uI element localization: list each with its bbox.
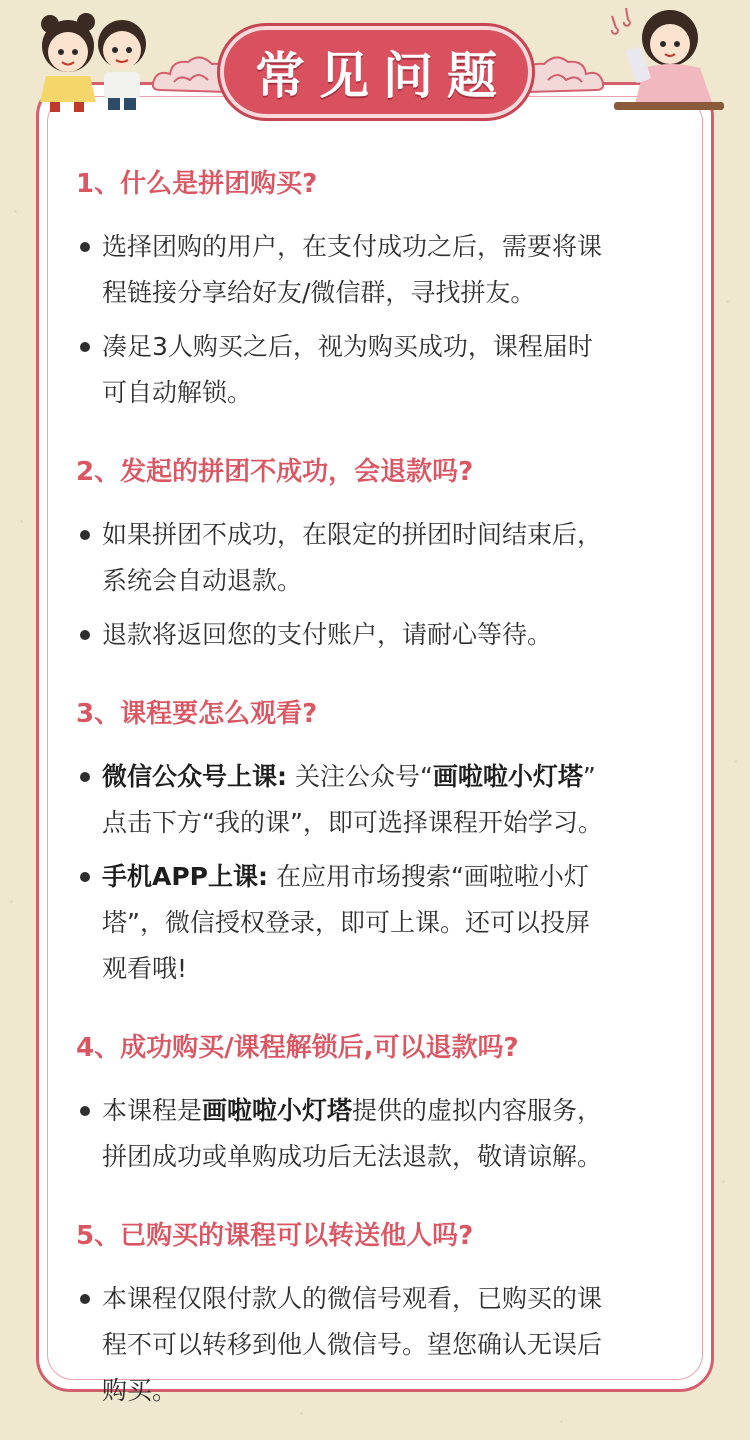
answer-line: 退款将返回您的支付账户，请耐心等待。 (102, 620, 553, 649)
answer-line: 点击下方“我的课”，即可选择课程开始学习。 (102, 808, 603, 837)
answer-bold-label: 画啦啦小灯塔 (202, 1096, 353, 1125)
answer-line: 本课程是 (102, 1096, 203, 1125)
answer-line: 塔”，微信授权登录，即可上课。还可以投屏 (102, 908, 590, 937)
faq-answer-item (76, 324, 676, 416)
answer-line: 可自动解锁。 (102, 378, 253, 407)
answer-bold-label: 微信公众号上课: (102, 762, 287, 791)
faq-answer-item (76, 512, 676, 604)
answer-line: 购买。 (102, 1376, 178, 1405)
answer-bold-label: 手机APP上课: (102, 862, 268, 891)
faq-question: 4、成功购买/课程解锁后,可以退款吗? (76, 1033, 519, 1063)
faq-question: 3、课程要怎么观看? (76, 699, 318, 729)
answer-line: 选择团购的用户，在支付成功之后，需要将课 (102, 232, 603, 261)
answer-line: 拼团成功或单购成功后无法退款，敬请谅解。 (102, 1142, 603, 1171)
faq-answer-item (76, 224, 676, 316)
faq-question: 1、什么是拼团购买? (76, 169, 318, 199)
page-title: 常见问题 (255, 47, 511, 105)
answer-line: 凑足3人购买之后，视为购买成功，课程届时 (102, 332, 593, 361)
faq-answer-item (76, 754, 676, 846)
answer-line: 本课程仅限付款人的微信号观看，已购买的课 (102, 1284, 603, 1313)
answer-line: 程链接分享给好友/微信群，寻找拼友。 (102, 278, 536, 307)
faq-question: 5、已购买的课程可以转送他人吗? (76, 1221, 474, 1251)
faq-list (76, 164, 676, 1422)
answer-line: 如果拼团不成功，在限定的拼团时间结束后， (102, 520, 603, 549)
faq-answer-item (76, 612, 676, 658)
answer-line: 系统会自动退款。 (102, 566, 303, 595)
faq-answer-item (76, 1088, 676, 1180)
cartoon-kids-icon (30, 6, 160, 114)
faq-answer-item (76, 854, 676, 992)
answer-line: 观看哦! (102, 954, 188, 983)
answer-line: 关注公众号“ (287, 762, 433, 791)
answer-line: ” (582, 762, 596, 791)
cartoon-musician-icon (604, 4, 734, 116)
answer-line: 提供的虚拟内容服务， (352, 1096, 603, 1125)
answer-bold-label: 画啦啦小灯塔 (432, 762, 583, 791)
faq-question: 2、发起的拼团不成功，会退款吗? (76, 457, 474, 487)
answer-line: 在应用市场搜索“画啦啦小灯 (268, 862, 589, 891)
page-title-banner (220, 26, 532, 118)
answer-line: 程不可以转移到他人微信号。望您确认无误后 (102, 1330, 603, 1359)
faq-answer-item (76, 1276, 676, 1414)
